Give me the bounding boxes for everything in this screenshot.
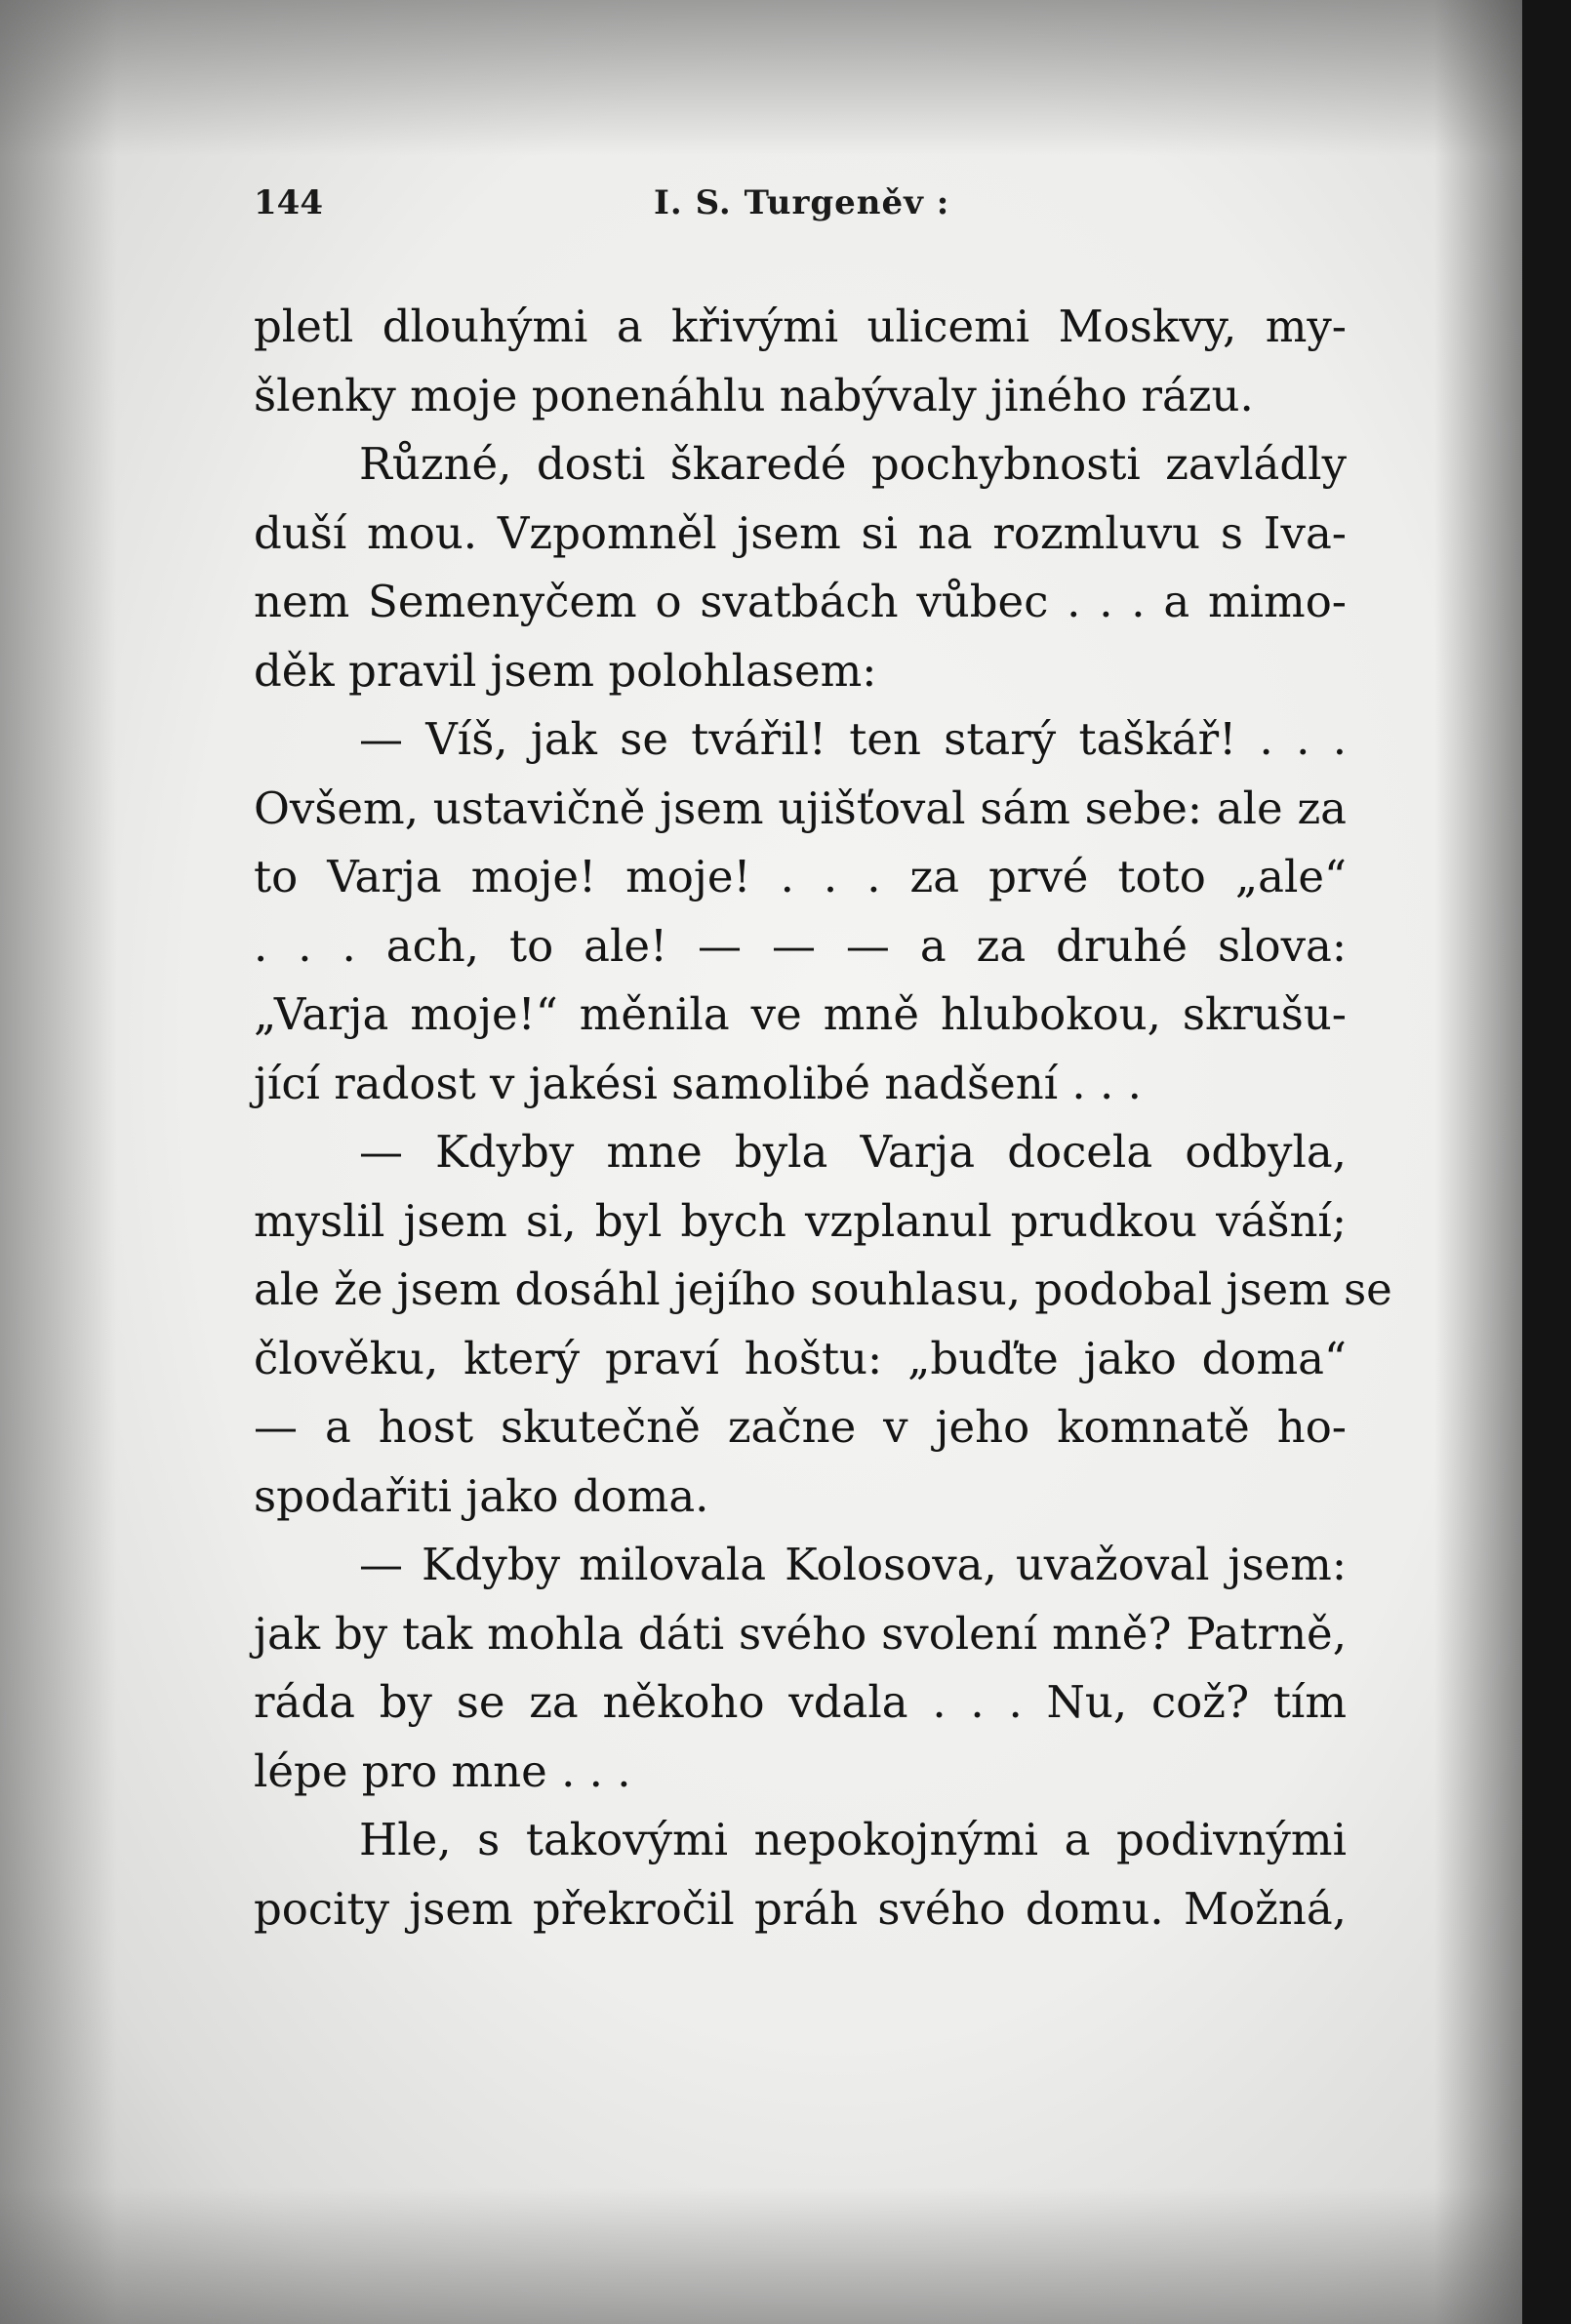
text-line: člověku, který praví hoštu: „buďte jako doma“ [254, 1332, 1347, 1384]
running-title: I. S. Turgeněv : [654, 183, 950, 222]
text-line: lépe pro mne . . . [254, 1744, 631, 1797]
text-line: ráda by se za někoho vdala . . . Nu, což? tím [254, 1676, 1347, 1728]
text-line: šlenky moje ponenáhlu nabývaly jiného rázu. [254, 369, 1254, 421]
text-line: jak by tak mohla dáti svého svolení mně? Patrně, [254, 1607, 1347, 1660]
text-line: jící radost v jakési samolibé nadšení . . . [254, 1057, 1142, 1109]
page-edge-shadow [1434, 0, 1522, 2324]
text-line: Ovšem, ustavičně jsem ujišťoval sám sebe: ale za [254, 781, 1347, 834]
text-line: děk pravil jsem polohlasem: [254, 644, 877, 697]
text-line: pocity jsem překročil práh svého domu. Možná, [254, 1882, 1347, 1935]
text-line: duší mou. Vzpomněl jsem si na rozmluvu s Iva- [254, 506, 1347, 559]
text-line: — Kdyby mne byla Varja docela odbyla, [359, 1126, 1347, 1178]
text-line: spodařiti jako doma. [254, 1469, 709, 1522]
text-line: myslil jsem si, byl bych vzplanul prudkou vášní; [254, 1194, 1347, 1247]
body-text [254, 293, 1392, 1943]
page-edge-shadow [0, 0, 1522, 156]
text-line: ale že jsem dosáhl jejího souhlasu, podobal jsem se [254, 1263, 1392, 1315]
text-line: — Víš, jak se tvářil! ten starý taškář! . . . [359, 713, 1347, 765]
text-line: Hle, s takovými nepokojnými a podivnými [359, 1814, 1347, 1865]
text-line: to Varja moje! moje! . . . za prvé toto „ale“ [254, 851, 1347, 902]
page-edge-shadow [0, 0, 117, 2324]
text-line: — Kdyby milovala Kolosova, uvažoval jsem: [359, 1539, 1347, 1590]
page-edge-shadow [0, 2187, 1522, 2324]
text-line: Různé, dosti škaredé pochybnosti zavládly [359, 438, 1347, 490]
text-line: nem Semenyčem o svatbách vůbec . . . a mimo- [254, 576, 1347, 627]
scan-border [1522, 0, 1571, 2324]
text-line: „Varja moje!“ měnila ve mně hlubokou, skrušu- [254, 988, 1347, 1040]
page-number: 144 [254, 183, 323, 222]
text-line: . . . ach, to ale! — — — a za druhé slova: [254, 919, 1347, 972]
text-line: — a host skutečně začne v jeho komnatě ho- [254, 1401, 1347, 1453]
text-line: pletl dlouhými a křivými ulicemi Moskvy, my- [254, 301, 1347, 352]
running-head [254, 183, 1347, 232]
